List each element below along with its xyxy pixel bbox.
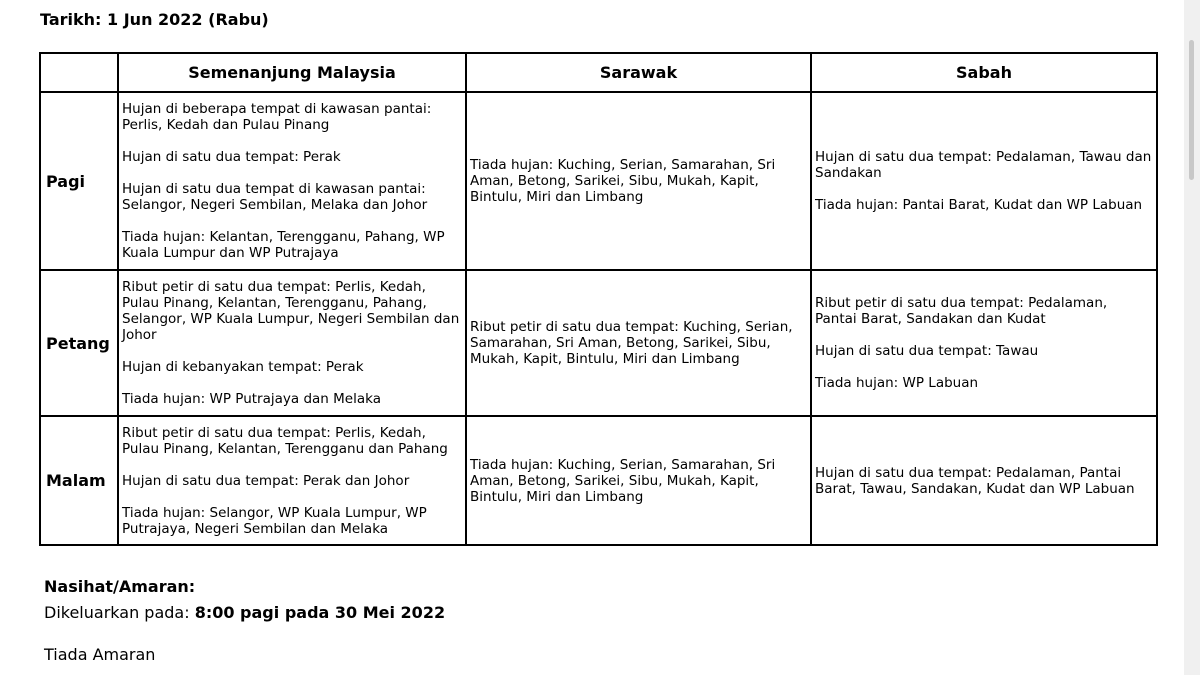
- table-row-pagi: [40, 92, 1157, 270]
- period-label: Pagi: [40, 92, 118, 270]
- forecast-text: Tiada hujan: WP Labuan: [815, 375, 979, 391]
- period-label: Malam: [40, 416, 118, 545]
- forecast-text: Tiada hujan: WP Putrajaya dan Melaka: [122, 391, 381, 407]
- forecast-text: Tiada hujan: Kuching, Serian, Samarahan, Sri Aman, Betong, Sarikei, Sibu, Mukah, Kapit, Bintulu, Miri dan Limbang: [470, 456, 776, 505]
- table-row-petang: [40, 270, 1157, 416]
- forecast-text: Hujan di satu dua tempat: Tawau: [815, 343, 1039, 359]
- issued-label: Dikeluarkan pada:: [44, 603, 195, 622]
- header-semenanjung: Semenanjung Malaysia: [118, 53, 466, 92]
- forecast-text: Ribut petir di satu dua tempat: Perlis, Kedah, Pulau Pinang, Kelantan, Terengganu dan Pahang: [122, 424, 448, 457]
- header-corner: [40, 53, 118, 92]
- forecast-text: Tiada hujan: Kuching, Serian, Samarahan, Sri Aman, Betong, Sarikei, Sibu, Mukah, Kapit, Bintulu, Miri dan Limbang: [470, 157, 776, 205]
- cell-sabah: [811, 416, 1157, 545]
- warning-text: Tiada Amaran: [44, 645, 156, 664]
- cell-sabah: [811, 270, 1157, 416]
- forecast-text: Tiada hujan: Selangor, WP Kuala Lumpur, WP Putrajaya, Negeri Sembilan dan Melaka: [122, 504, 427, 537]
- cell-semenanjung: [118, 416, 466, 545]
- cell-sarawak: [466, 92, 811, 270]
- issued-value: 8:00 pagi pada 30 Mei 2022: [194, 603, 446, 622]
- period-label: Petang: [40, 270, 118, 416]
- notice-title: Nasihat/Amaran:: [44, 577, 196, 596]
- forecast-text: Hujan di satu dua tempat: Pedalaman, Tawau dan Sandakan: [815, 149, 1152, 181]
- header-sarawak: Sarawak: [466, 53, 811, 92]
- forecast-text: Hujan di satu dua tempat: Pedalaman, Pantai Barat, Tawau, Sandakan, Kudat dan WP Labuan: [815, 464, 1135, 497]
- forecast-text: Hujan di beberapa tempat di kawasan pantai: Perlis, Kedah dan Pulau Pinang: [122, 101, 432, 133]
- issued-line: [44, 603, 445, 622]
- forecast-text: Hujan di satu dua tempat: Perak dan Johor: [122, 472, 410, 489]
- forecast-text: Ribut petir di satu dua tempat: Perlis, Kedah, Pulau Pinang, Kelantan, Terengganu, Pahang, Selangor, WP Kuala Lumpur, Negeri Sembilan dan Johor: [122, 279, 460, 343]
- forecast-text: Ribut petir di satu dua tempat: Pedalaman, Pantai Barat, Sandakan dan Kudat: [815, 295, 1108, 327]
- forecast-text: Tiada hujan: Kelantan, Terengganu, Pahang, WP Kuala Lumpur dan WP Putrajaya: [122, 229, 445, 261]
- header-sabah: Sabah: [811, 53, 1157, 92]
- cell-sarawak: [466, 416, 811, 545]
- scrollbar-thumb[interactable]: [1189, 40, 1194, 180]
- forecast-text: Ribut petir di satu dua tempat: Kuching, Serian, Samarahan, Sri Aman, Betong, Sarikei, Sibu, Mukah, Kapit, Bintulu, Miri dan Limbang: [470, 319, 793, 367]
- cell-semenanjung: [118, 92, 466, 270]
- forecast-table: [39, 52, 1158, 546]
- table-row-malam: [40, 416, 1157, 545]
- forecast-text: Hujan di satu dua tempat: Perak: [122, 149, 341, 165]
- forecast-text: Tiada hujan: Pantai Barat, Kudat dan WP Labuan: [815, 197, 1143, 213]
- forecast-text: Hujan di kebanyakan tempat: Perak: [122, 359, 364, 375]
- vertical-scrollbar[interactable]: [1184, 0, 1200, 675]
- cell-sarawak: [466, 270, 811, 416]
- cell-semenanjung: [118, 270, 466, 416]
- forecast-text: Hujan di satu dua tempat di kawasan pantai: Selangor, Negeri Sembilan, Melaka dan Johor: [122, 181, 428, 213]
- forecast-date: Tarikh: 1 Jun 2022 (Rabu): [40, 10, 269, 29]
- cell-sabah: [811, 92, 1157, 270]
- table-header-row: [40, 53, 1157, 92]
